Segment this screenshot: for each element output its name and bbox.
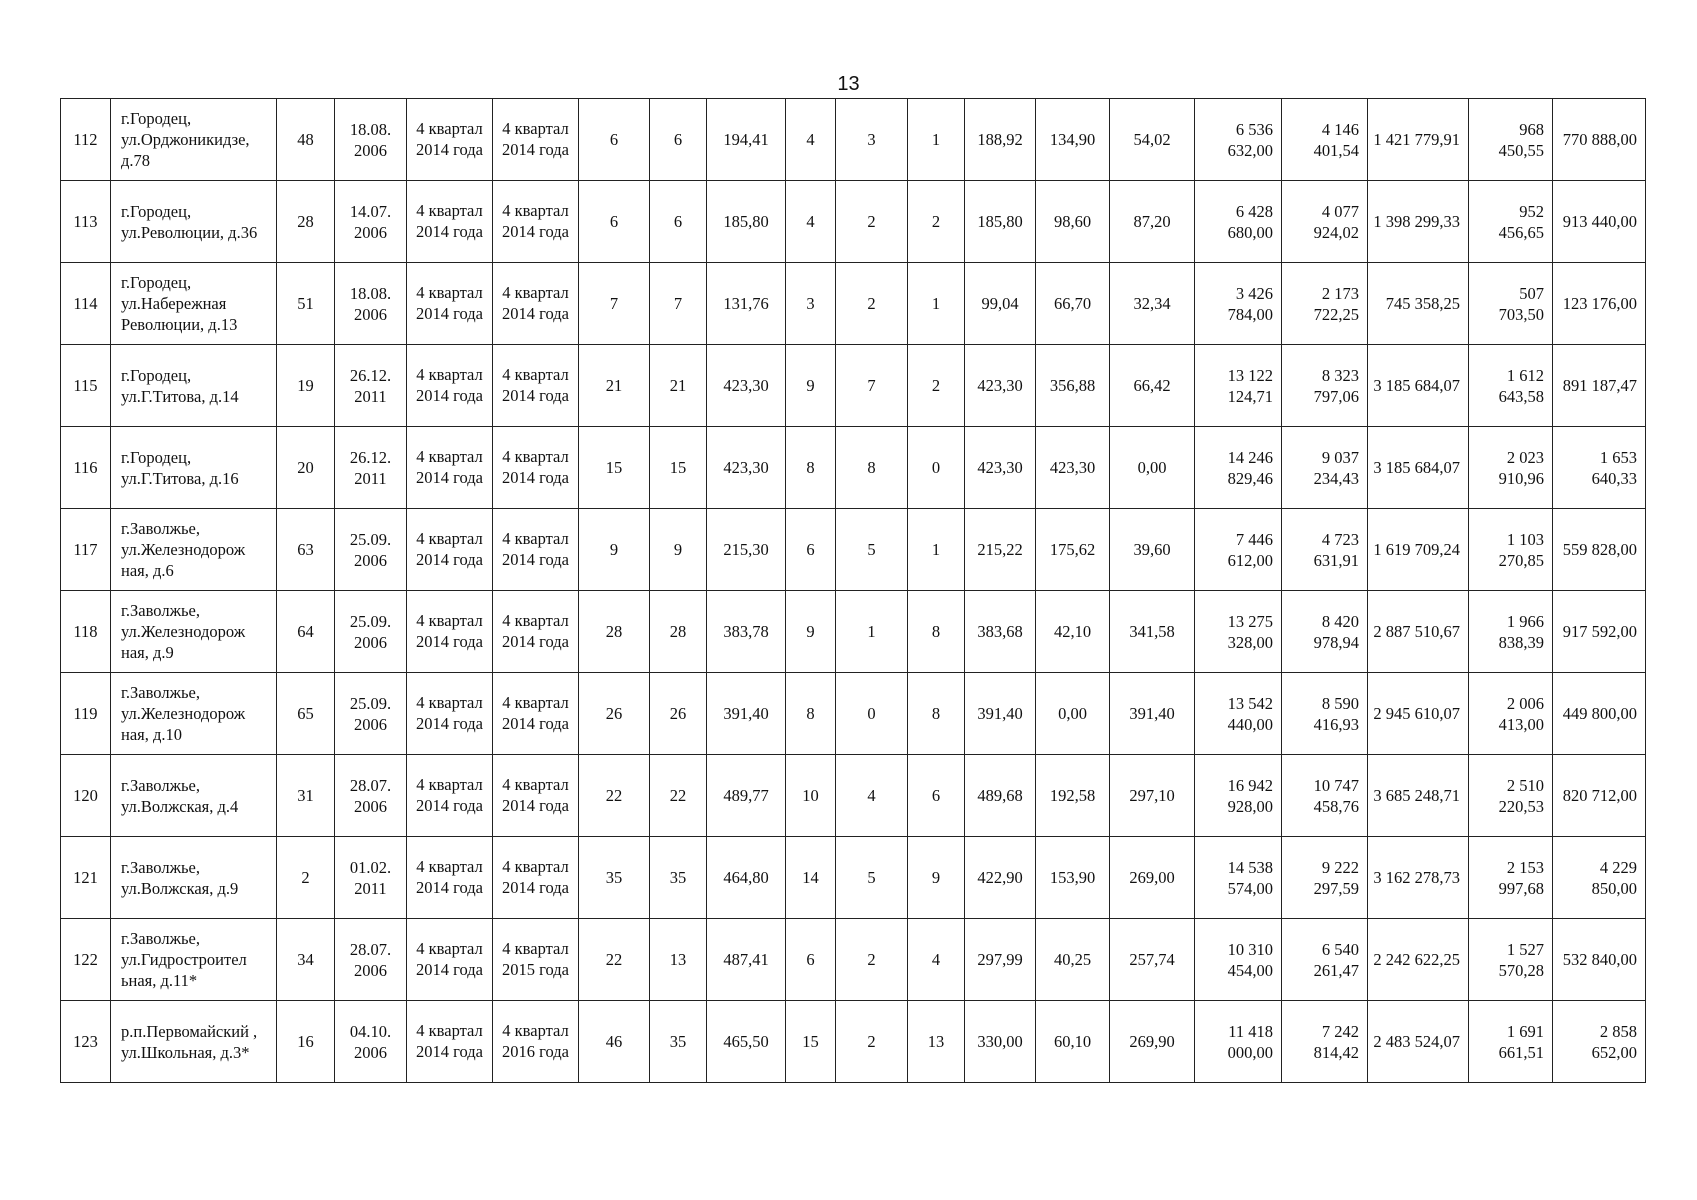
planned-start-date-cell: 4 квартал 2014 года — [407, 1001, 493, 1083]
planned-start-date-cell: 4 квартал 2014 года — [407, 837, 493, 919]
regional-budget-cost-cell: 2 945 610,07 — [1368, 673, 1469, 755]
resettle-area-cell: 423,30 — [965, 345, 1036, 427]
planned-start-date-cell: 4 квартал 2014 года — [407, 427, 493, 509]
total-area-cell: 465,50 — [707, 1001, 786, 1083]
recognition-date-cell: 25.09. 2006 — [335, 673, 407, 755]
municipal-rooms-cell: 8 — [908, 673, 965, 755]
total-rooms-cell: 10 — [786, 755, 836, 837]
total-area-cell: 391,40 — [707, 673, 786, 755]
resettle-area-cell: 423,30 — [965, 427, 1036, 509]
regional-budget-cost-cell: 3 185 684,07 — [1368, 345, 1469, 427]
planned-start-date-cell: 4 квартал 2014 года — [407, 755, 493, 837]
total-area-cell: 215,30 — [707, 509, 786, 591]
local-budget-cost-cell: 1 691 661,51 — [1469, 1001, 1553, 1083]
municipal-area-cell: 269,90 — [1110, 1001, 1195, 1083]
regional-budget-cost-cell: 1 398 299,33 — [1368, 181, 1469, 263]
planned-start-date-cell: 4 квартал 2014 года — [407, 99, 493, 181]
total-cost-cell: 13 122 124,71 — [1195, 345, 1282, 427]
regional-budget-cost-cell: 2 242 622,25 — [1368, 919, 1469, 1001]
recognition-number-cell: 51 — [277, 263, 335, 345]
total-rooms-cell: 8 — [786, 427, 836, 509]
residents-count-cell: 7 — [579, 263, 650, 345]
total-area-cell: 185,80 — [707, 181, 786, 263]
extra-funds-cost-cell: 913 440,00 — [1553, 181, 1646, 263]
recognition-date-cell: 25.09. 2006 — [335, 591, 407, 673]
local-budget-cost-cell: 1 966 838,39 — [1469, 591, 1553, 673]
private-area-cell: 175,62 — [1036, 509, 1110, 591]
row-number-cell: 121 — [61, 837, 111, 919]
regional-budget-cost-cell: 2 483 524,07 — [1368, 1001, 1469, 1083]
extra-funds-cost-cell: 1 653 640,33 — [1553, 427, 1646, 509]
municipal-area-cell: 32,34 — [1110, 263, 1195, 345]
total-rooms-cell: 9 — [786, 591, 836, 673]
house-address-cell: г.Городец, ул.Революции, д.36 — [111, 181, 277, 263]
municipal-area-cell: 39,60 — [1110, 509, 1195, 591]
fund-cost-cell: 4 146 401,54 — [1282, 99, 1368, 181]
private-area-cell: 356,88 — [1036, 345, 1110, 427]
recognition-number-cell: 28 — [277, 181, 335, 263]
planned-start-date-cell: 4 квартал 2014 года — [407, 919, 493, 1001]
row-number-cell: 114 — [61, 263, 111, 345]
resettle-area-cell: 489,68 — [965, 755, 1036, 837]
recognition-date-cell: 01.02. 2011 — [335, 837, 407, 919]
planned-end-date-cell: 4 квартал 2014 года — [493, 263, 579, 345]
planned-end-date-cell: 4 квартал 2016 года — [493, 1001, 579, 1083]
private-rooms-cell: 4 — [836, 755, 908, 837]
municipal-rooms-cell: 1 — [908, 263, 965, 345]
private-area-cell: 66,70 — [1036, 263, 1110, 345]
planned-start-date-cell: 4 квартал 2014 года — [407, 591, 493, 673]
recognition-date-cell: 28.07. 2006 — [335, 919, 407, 1001]
residents-count-cell: 28 — [579, 591, 650, 673]
total-rooms-cell: 6 — [786, 919, 836, 1001]
municipal-rooms-cell: 1 — [908, 99, 965, 181]
total-cost-cell: 14 246 829,46 — [1195, 427, 1282, 509]
fund-cost-cell: 4 723 631,91 — [1282, 509, 1368, 591]
row-number-cell: 117 — [61, 509, 111, 591]
house-address-cell: г.Городец, ул.Г.Титова, д.14 — [111, 345, 277, 427]
recognition-date-cell: 25.09. 2006 — [335, 509, 407, 591]
table-row — [61, 263, 1646, 345]
residents-to-resettle-cell: 7 — [650, 263, 707, 345]
recognition-date-cell: 18.08. 2006 — [335, 99, 407, 181]
municipal-rooms-cell: 4 — [908, 919, 965, 1001]
residents-to-resettle-cell: 28 — [650, 591, 707, 673]
private-rooms-cell: 3 — [836, 99, 908, 181]
recognition-number-cell: 31 — [277, 755, 335, 837]
private-area-cell: 60,10 — [1036, 1001, 1110, 1083]
local-budget-cost-cell: 1 527 570,28 — [1469, 919, 1553, 1001]
resettle-area-cell: 188,92 — [965, 99, 1036, 181]
regional-budget-cost-cell: 3 685 248,71 — [1368, 755, 1469, 837]
house-address-cell: г.Заволжье, ул.Волжская, д.4 — [111, 755, 277, 837]
total-cost-cell: 6 428 680,00 — [1195, 181, 1282, 263]
fund-cost-cell: 4 077 924,02 — [1282, 181, 1368, 263]
residents-to-resettle-cell: 9 — [650, 509, 707, 591]
resettle-area-cell: 422,90 — [965, 837, 1036, 919]
recognition-number-cell: 65 — [277, 673, 335, 755]
residents-to-resettle-cell: 22 — [650, 755, 707, 837]
total-rooms-cell: 4 — [786, 181, 836, 263]
local-budget-cost-cell: 2 510 220,53 — [1469, 755, 1553, 837]
house-address-cell: г.Заволжье, ул.Гидростроител ьная, д.11* — [111, 919, 277, 1001]
house-address-cell: г.Заволжье, ул.Железнодорож ная, д.9 — [111, 591, 277, 673]
table-row — [61, 427, 1646, 509]
house-address-cell: г.Городец, ул.Орджоникидзе, д.78 — [111, 99, 277, 181]
planned-end-date-cell: 4 квартал 2014 года — [493, 181, 579, 263]
row-number-cell: 122 — [61, 919, 111, 1001]
private-rooms-cell: 2 — [836, 919, 908, 1001]
regional-budget-cost-cell: 1 421 779,91 — [1368, 99, 1469, 181]
row-number-cell: 118 — [61, 591, 111, 673]
planned-start-date-cell: 4 квартал 2014 года — [407, 673, 493, 755]
table-row — [61, 509, 1646, 591]
row-number-cell: 115 — [61, 345, 111, 427]
extra-funds-cost-cell: 532 840,00 — [1553, 919, 1646, 1001]
private-rooms-cell: 7 — [836, 345, 908, 427]
municipal-area-cell: 87,20 — [1110, 181, 1195, 263]
local-budget-cost-cell: 507 703,50 — [1469, 263, 1553, 345]
residents-count-cell: 22 — [579, 919, 650, 1001]
planned-end-date-cell: 4 квартал 2015 года — [493, 919, 579, 1001]
recognition-number-cell: 19 — [277, 345, 335, 427]
fund-cost-cell: 6 540 261,47 — [1282, 919, 1368, 1001]
planned-start-date-cell: 4 квартал 2014 года — [407, 509, 493, 591]
extra-funds-cost-cell: 559 828,00 — [1553, 509, 1646, 591]
local-budget-cost-cell: 1 103 270,85 — [1469, 509, 1553, 591]
private-rooms-cell: 2 — [836, 181, 908, 263]
municipal-rooms-cell: 9 — [908, 837, 965, 919]
municipal-area-cell: 269,00 — [1110, 837, 1195, 919]
extra-funds-cost-cell: 2 858 652,00 — [1553, 1001, 1646, 1083]
extra-funds-cost-cell: 770 888,00 — [1553, 99, 1646, 181]
municipal-rooms-cell: 2 — [908, 181, 965, 263]
extra-funds-cost-cell: 123 176,00 — [1553, 263, 1646, 345]
municipal-rooms-cell: 6 — [908, 755, 965, 837]
extra-funds-cost-cell: 4 229 850,00 — [1553, 837, 1646, 919]
local-budget-cost-cell: 2 006 413,00 — [1469, 673, 1553, 755]
recognition-date-cell: 28.07. 2006 — [335, 755, 407, 837]
planned-end-date-cell: 4 квартал 2014 года — [493, 427, 579, 509]
residents-to-resettle-cell: 35 — [650, 837, 707, 919]
recognition-date-cell: 26.12. 2011 — [335, 427, 407, 509]
total-area-cell: 489,77 — [707, 755, 786, 837]
total-rooms-cell: 8 — [786, 673, 836, 755]
municipal-rooms-cell: 0 — [908, 427, 965, 509]
total-area-cell: 194,41 — [707, 99, 786, 181]
total-cost-cell: 14 538 574,00 — [1195, 837, 1282, 919]
fund-cost-cell: 8 323 797,06 — [1282, 345, 1368, 427]
private-area-cell: 153,90 — [1036, 837, 1110, 919]
total-cost-cell: 7 446 612,00 — [1195, 509, 1282, 591]
house-address-cell: г.Заволжье, ул.Железнодорож ная, д.10 — [111, 673, 277, 755]
planned-end-date-cell: 4 квартал 2014 года — [493, 345, 579, 427]
planned-end-date-cell: 4 квартал 2014 года — [493, 99, 579, 181]
residents-to-resettle-cell: 26 — [650, 673, 707, 755]
total-cost-cell: 6 536 632,00 — [1195, 99, 1282, 181]
municipal-area-cell: 297,10 — [1110, 755, 1195, 837]
recognition-date-cell: 04.10. 2006 — [335, 1001, 407, 1083]
total-cost-cell: 10 310 454,00 — [1195, 919, 1282, 1001]
row-number-cell: 123 — [61, 1001, 111, 1083]
private-rooms-cell: 1 — [836, 591, 908, 673]
fund-cost-cell: 7 242 814,42 — [1282, 1001, 1368, 1083]
private-rooms-cell: 5 — [836, 837, 908, 919]
row-number-cell: 113 — [61, 181, 111, 263]
fund-cost-cell: 9 222 297,59 — [1282, 837, 1368, 919]
recognition-number-cell: 64 — [277, 591, 335, 673]
residents-count-cell: 46 — [579, 1001, 650, 1083]
residents-count-cell: 35 — [579, 837, 650, 919]
table-row — [61, 919, 1646, 1001]
fund-cost-cell: 10 747 458,76 — [1282, 755, 1368, 837]
total-area-cell: 383,78 — [707, 591, 786, 673]
total-cost-cell: 3 426 784,00 — [1195, 263, 1282, 345]
recognition-number-cell: 48 — [277, 99, 335, 181]
planned-end-date-cell: 4 квартал 2014 года — [493, 673, 579, 755]
planned-end-date-cell: 4 квартал 2014 года — [493, 591, 579, 673]
recognition-date-cell: 26.12. 2011 — [335, 345, 407, 427]
recognition-date-cell: 14.07. 2006 — [335, 181, 407, 263]
row-number-cell: 116 — [61, 427, 111, 509]
total-cost-cell: 11 418 000,00 — [1195, 1001, 1282, 1083]
private-area-cell: 0,00 — [1036, 673, 1110, 755]
regional-budget-cost-cell: 3 162 278,73 — [1368, 837, 1469, 919]
total-cost-cell: 13 542 440,00 — [1195, 673, 1282, 755]
fund-cost-cell: 8 590 416,93 — [1282, 673, 1368, 755]
private-rooms-cell: 2 — [836, 1001, 908, 1083]
municipal-rooms-cell: 2 — [908, 345, 965, 427]
resettle-area-cell: 185,80 — [965, 181, 1036, 263]
private-area-cell: 423,30 — [1036, 427, 1110, 509]
residents-count-cell: 6 — [579, 99, 650, 181]
row-number-cell: 119 — [61, 673, 111, 755]
house-address-cell: р.п.Первомайский , ул.Школьная, д.3* — [111, 1001, 277, 1083]
house-address-cell: г.Городец, ул.Г.Титова, д.16 — [111, 427, 277, 509]
total-area-cell: 423,30 — [707, 345, 786, 427]
municipal-rooms-cell: 1 — [908, 509, 965, 591]
table-row — [61, 181, 1646, 263]
table-row — [61, 1001, 1646, 1083]
resettlement-table — [60, 98, 1646, 1083]
total-area-cell: 131,76 — [707, 263, 786, 345]
total-rooms-cell: 15 — [786, 1001, 836, 1083]
extra-funds-cost-cell: 917 592,00 — [1553, 591, 1646, 673]
residents-count-cell: 26 — [579, 673, 650, 755]
table-row — [61, 591, 1646, 673]
total-area-cell: 464,80 — [707, 837, 786, 919]
private-area-cell: 98,60 — [1036, 181, 1110, 263]
residents-count-cell: 21 — [579, 345, 650, 427]
municipal-area-cell: 341,58 — [1110, 591, 1195, 673]
residents-count-cell: 6 — [579, 181, 650, 263]
local-budget-cost-cell: 2 153 997,68 — [1469, 837, 1553, 919]
house-address-cell: г.Заволжье, ул.Железнодорож ная, д.6 — [111, 509, 277, 591]
table-row — [61, 837, 1646, 919]
residents-to-resettle-cell: 21 — [650, 345, 707, 427]
total-rooms-cell: 6 — [786, 509, 836, 591]
private-area-cell: 40,25 — [1036, 919, 1110, 1001]
residents-to-resettle-cell: 15 — [650, 427, 707, 509]
private-area-cell: 192,58 — [1036, 755, 1110, 837]
resettle-area-cell: 330,00 — [965, 1001, 1036, 1083]
residents-to-resettle-cell: 6 — [650, 181, 707, 263]
total-cost-cell: 13 275 328,00 — [1195, 591, 1282, 673]
recognition-number-cell: 16 — [277, 1001, 335, 1083]
residents-count-cell: 22 — [579, 755, 650, 837]
total-cost-cell: 16 942 928,00 — [1195, 755, 1282, 837]
municipal-rooms-cell: 13 — [908, 1001, 965, 1083]
residents-to-resettle-cell: 35 — [650, 1001, 707, 1083]
row-number-cell: 112 — [61, 99, 111, 181]
extra-funds-cost-cell: 891 187,47 — [1553, 345, 1646, 427]
regional-budget-cost-cell: 2 887 510,67 — [1368, 591, 1469, 673]
total-rooms-cell: 9 — [786, 345, 836, 427]
municipal-area-cell: 54,02 — [1110, 99, 1195, 181]
resettle-area-cell: 297,99 — [965, 919, 1036, 1001]
private-rooms-cell: 0 — [836, 673, 908, 755]
planned-end-date-cell: 4 квартал 2014 года — [493, 755, 579, 837]
residents-to-resettle-cell: 6 — [650, 99, 707, 181]
private-rooms-cell: 8 — [836, 427, 908, 509]
planned-end-date-cell: 4 квартал 2014 года — [493, 509, 579, 591]
total-area-cell: 423,30 — [707, 427, 786, 509]
municipal-area-cell: 0,00 — [1110, 427, 1195, 509]
residents-to-resettle-cell: 13 — [650, 919, 707, 1001]
table-row — [61, 345, 1646, 427]
recognition-number-cell: 63 — [277, 509, 335, 591]
recognition-number-cell: 20 — [277, 427, 335, 509]
planned-start-date-cell: 4 квартал 2014 года — [407, 181, 493, 263]
recognition-number-cell: 34 — [277, 919, 335, 1001]
regional-budget-cost-cell: 3 185 684,07 — [1368, 427, 1469, 509]
regional-budget-cost-cell: 745 358,25 — [1368, 263, 1469, 345]
resettle-area-cell: 99,04 — [965, 263, 1036, 345]
residents-count-cell: 15 — [579, 427, 650, 509]
private-rooms-cell: 2 — [836, 263, 908, 345]
recognition-date-cell: 18.08. 2006 — [335, 263, 407, 345]
local-budget-cost-cell: 952 456,65 — [1469, 181, 1553, 263]
total-area-cell: 487,41 — [707, 919, 786, 1001]
residents-count-cell: 9 — [579, 509, 650, 591]
table-row — [61, 99, 1646, 181]
table-body — [61, 99, 1646, 1083]
total-rooms-cell: 4 — [786, 99, 836, 181]
total-rooms-cell: 3 — [786, 263, 836, 345]
municipal-area-cell: 391,40 — [1110, 673, 1195, 755]
house-address-cell: г.Заволжье, ул.Волжская, д.9 — [111, 837, 277, 919]
table-row — [61, 755, 1646, 837]
resettle-area-cell: 383,68 — [965, 591, 1036, 673]
resettle-area-cell: 391,40 — [965, 673, 1036, 755]
private-area-cell: 134,90 — [1036, 99, 1110, 181]
private-area-cell: 42,10 — [1036, 591, 1110, 673]
municipal-rooms-cell: 8 — [908, 591, 965, 673]
planned-end-date-cell: 4 квартал 2014 года — [493, 837, 579, 919]
local-budget-cost-cell: 968 450,55 — [1469, 99, 1553, 181]
fund-cost-cell: 2 173 722,25 — [1282, 263, 1368, 345]
resettle-area-cell: 215,22 — [965, 509, 1036, 591]
municipal-area-cell: 257,74 — [1110, 919, 1195, 1001]
page-number: 13 — [837, 73, 860, 95]
local-budget-cost-cell: 2 023 910,96 — [1469, 427, 1553, 509]
extra-funds-cost-cell: 449 800,00 — [1553, 673, 1646, 755]
house-address-cell: г.Городец, ул.Набережная Революции, д.13 — [111, 263, 277, 345]
total-rooms-cell: 14 — [786, 837, 836, 919]
regional-budget-cost-cell: 1 619 709,24 — [1368, 509, 1469, 591]
row-number-cell: 120 — [61, 755, 111, 837]
private-rooms-cell: 5 — [836, 509, 908, 591]
planned-start-date-cell: 4 квартал 2014 года — [407, 263, 493, 345]
extra-funds-cost-cell: 820 712,00 — [1553, 755, 1646, 837]
local-budget-cost-cell: 1 612 643,58 — [1469, 345, 1553, 427]
planned-start-date-cell: 4 квартал 2014 года — [407, 345, 493, 427]
table-row — [61, 673, 1646, 755]
fund-cost-cell: 8 420 978,94 — [1282, 591, 1368, 673]
fund-cost-cell: 9 037 234,43 — [1282, 427, 1368, 509]
recognition-number-cell: 2 — [277, 837, 335, 919]
municipal-area-cell: 66,42 — [1110, 345, 1195, 427]
